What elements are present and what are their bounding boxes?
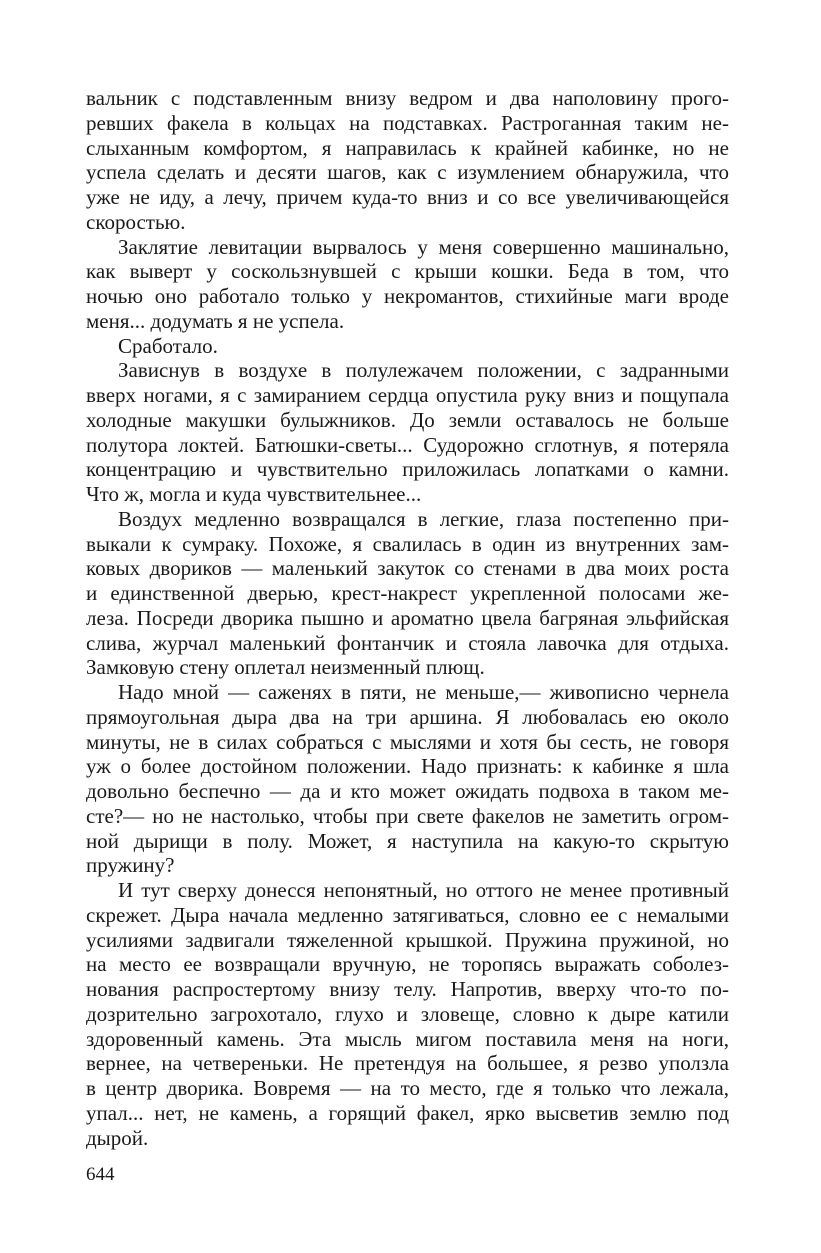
text-line: Что ж, могла и куда чувствительнее... bbox=[86, 482, 422, 506]
text-line: как выверт у соскользнувшей с крыши кошки. Беда в том, что bbox=[86, 259, 729, 284]
text-line: меня... додумать я не успела. bbox=[86, 308, 345, 333]
text-line: Заклятие левитации вырвалось у меня совершенно машинально, bbox=[118, 234, 729, 259]
body-text bbox=[86, 86, 729, 1150]
text-line: дозрительно загрохотало, глухо и зловеще, словно к дыре катили bbox=[86, 1001, 729, 1026]
paragraph bbox=[86, 235, 729, 334]
text-line: нования распростертому внизу телу. Напротив, вверху что-то по- bbox=[86, 977, 729, 1001]
paragraph bbox=[86, 507, 729, 680]
paragraph bbox=[86, 86, 729, 235]
text-line: ночью оно работало только у некромантов, стихийные маги вроде bbox=[86, 284, 729, 308]
text-line: здоровенный камень. Эта мысль мигом поставила меня на ноги, bbox=[86, 1026, 729, 1051]
text-line: успела сделать и десяти шагов, как с изумлением обнаружила, что bbox=[86, 160, 729, 185]
text-line: прямоугольная дыра два на три аршина. Я любовалась ею около bbox=[86, 704, 729, 729]
text-line: пружину? bbox=[86, 853, 175, 878]
text-line: полутора локтей. Батюшки-светы... Судорожно сглотнув, я потеряла bbox=[86, 432, 729, 457]
text-line: и единственной дверью, крест-накрест укрепленной полосами же- bbox=[86, 581, 729, 605]
text-line: уж о более достойном положении. Надо признать: к кабинке я шла bbox=[86, 754, 729, 779]
paragraph bbox=[86, 680, 729, 878]
text-line: усилиями задвигали тяжеленной крышкой. Пружина пружиной, но bbox=[86, 927, 729, 952]
text-line: Надо мной — саженях в пяти, не меньше,— живописно чернела bbox=[118, 680, 729, 704]
text-line: скоростью. bbox=[86, 209, 186, 234]
text-line: ной дырищи в полу. Может, я наступила на какую-то скрытую bbox=[86, 828, 729, 853]
text-line: вальник с подставленным внизу ведром и два наполовину прого- bbox=[86, 86, 729, 110]
text-line: Сработало. bbox=[118, 333, 218, 358]
text-line: скрежет. Дыра начала медленно затягиваться, словно ее с немалыми bbox=[86, 902, 729, 927]
paragraph bbox=[86, 878, 729, 1150]
text-line: на место ее возвращали вручную, не торопясь выражать соболез- bbox=[86, 952, 729, 977]
text-line: Замковую стену оплетал неизменный плющ. bbox=[86, 655, 485, 680]
text-line: упал... нет, не камень, а горящий факел, ярко высветив землю под bbox=[86, 1100, 729, 1125]
text-line: Воздух медленно возвращался в легкие, глаза постепенно при- bbox=[118, 506, 729, 531]
paragraph bbox=[86, 334, 729, 359]
text-line: выкали к сумраку. Похоже, я свалилась в один из внутренних зам- bbox=[86, 531, 729, 556]
text-line: слыханным комфортом, я направилась к крайней кабинке, но не bbox=[86, 135, 729, 160]
book-page bbox=[86, 86, 729, 1150]
text-line: ковых двориков — маленький закуток со стенами в два моих роста bbox=[86, 556, 729, 581]
text-line: довольно беспечно — да и кто может ожидать подвоха в таком ме- bbox=[86, 779, 729, 803]
text-line: вернее, на четвереньки. Не претендуя на большее, я резво уползла bbox=[86, 1051, 729, 1076]
text-line: минуты, не в силах собраться с мыслями и хотя бы сесть, не говоря bbox=[86, 729, 729, 754]
text-line: холодные макушки булыжников. До земли оставалось не больше bbox=[86, 407, 729, 432]
text-line: слива, журчал маленький фонтанчик и стояла лавочка для отдыха. bbox=[86, 630, 729, 655]
text-line: ревших факела в кольцах на подставках. Растроганная таким не- bbox=[86, 110, 729, 135]
text-line: в центр дворика. Вовремя — на то место, где я только что лежала, bbox=[86, 1076, 729, 1100]
text-line: сте?— но не настолько, чтобы при свете факелов не заметить огром- bbox=[86, 803, 729, 828]
text-line: Зависнув в воздухе в полулежачем положении, с задранными bbox=[118, 358, 729, 383]
text-line: концентрацию и чувствительно приложилась лопатками о камни. bbox=[86, 457, 729, 482]
text-line: дырой. bbox=[86, 1125, 149, 1150]
paragraph bbox=[86, 358, 729, 507]
text-line: И тут сверху донесся непонятный, но оттого не менее противный bbox=[118, 878, 729, 902]
page-number: 644 bbox=[86, 1164, 115, 1185]
text-line: леза. Посреди дворика пышно и ароматно цвела багряная эльфийская bbox=[86, 605, 729, 630]
text-line: вверх ногами, я с замиранием сердца опустила руку вниз и пощупала bbox=[86, 383, 729, 407]
text-line: уже не иду, а лечу, причем куда-то вниз и со все увеличивающейся bbox=[86, 185, 729, 209]
